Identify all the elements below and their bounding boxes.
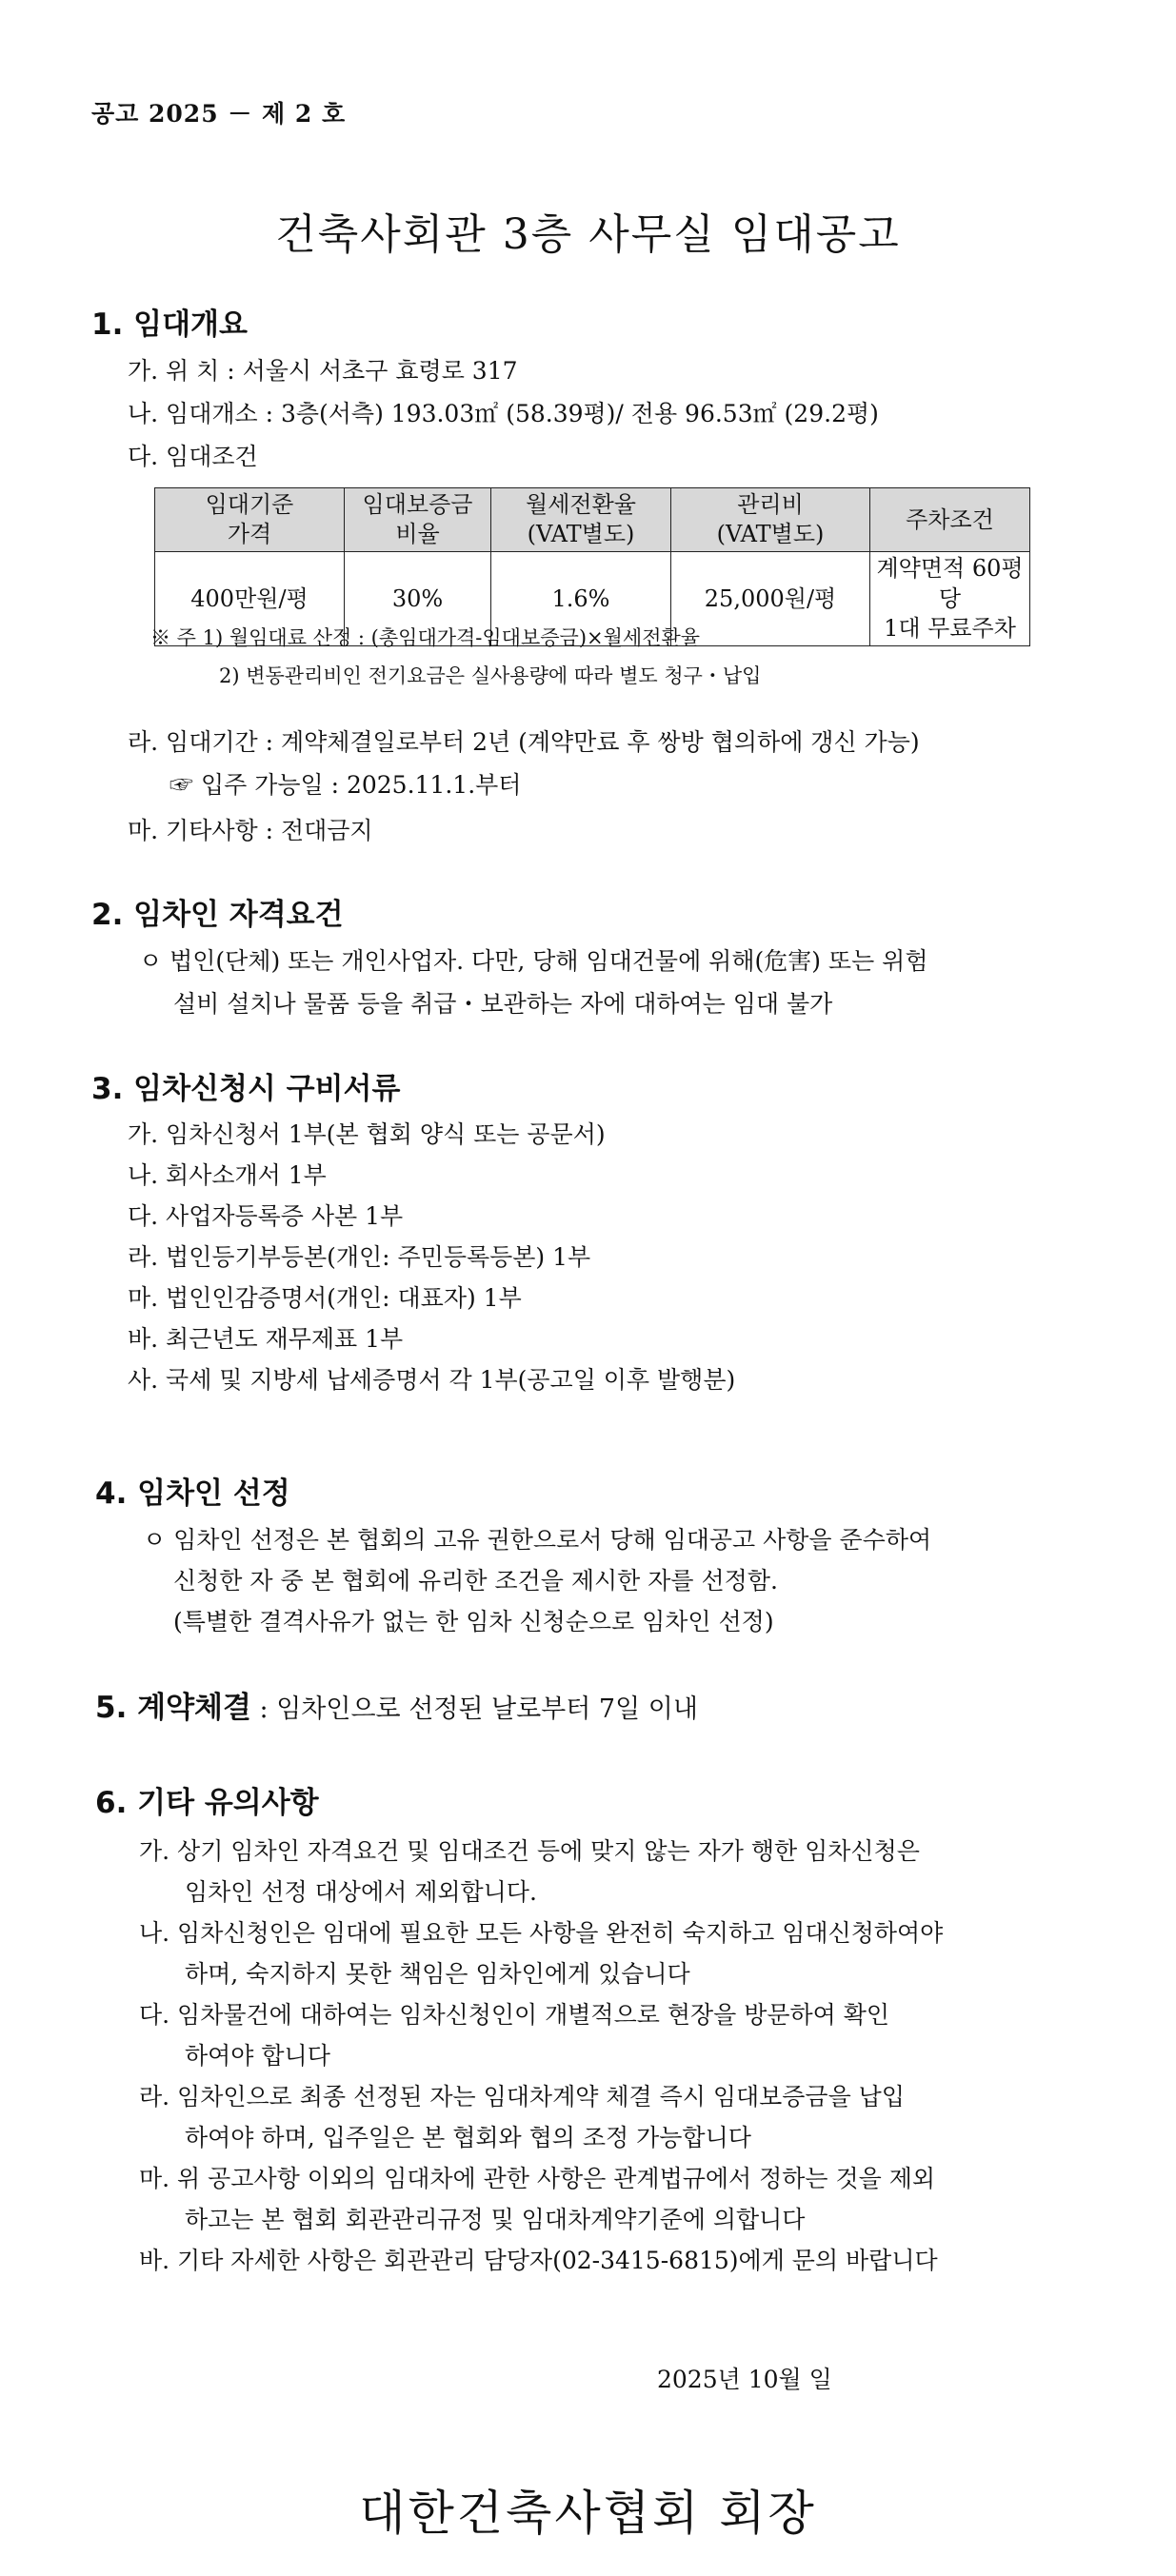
section-2-heading: 2. 임차인 자격요건 bbox=[91, 898, 344, 932]
caution-line: 하여야 합니다 bbox=[185, 2042, 330, 2070]
cell-parking: 계약면적 60평당 1대 무료주차 bbox=[870, 552, 1030, 646]
caution-line: 라. 임차인으로 최종 선정된 자는 임대차계약 체결 즉시 임대보증금을 납입 bbox=[139, 2083, 905, 2110]
caution-line: 가. 상기 임차인 자격요건 및 임대조건 등에 맞지 않는 자가 행한 임차신청은 bbox=[139, 1837, 920, 1865]
document-item: 다. 사업자등록증 사본 1부 bbox=[128, 1202, 404, 1230]
location-line: 가. 위 치 : 서울시 서초구 효령로 317 bbox=[128, 357, 518, 385]
contract-text: : 임차인으로 선정된 날로부터 7일 이내 bbox=[250, 1694, 698, 1724]
caution-line: 하며, 숙지하지 못한 책임은 임차인에게 있습니다 bbox=[185, 1960, 690, 1988]
section-5 bbox=[95, 1683, 698, 1726]
caution-line: 다. 임차물건에 대하여는 임차신청인이 개별적으로 현장을 방문하여 확인 bbox=[139, 2001, 890, 2029]
qualification-line-2: 설비 설치나 물품 등을 취급・보관하는 자에 대하여는 임대 불가 bbox=[173, 990, 833, 1018]
caution-line: 마. 위 공고사항 이외의 임대차에 관한 사항은 관계법규에서 정하는 것을 제외 bbox=[139, 2165, 936, 2192]
cell-maintenance-fee: 25,000원/평 bbox=[671, 552, 870, 646]
section-3-heading: 3. 임차신청시 구비서류 bbox=[91, 1072, 401, 1106]
section-1-heading: 1. 임대개요 bbox=[91, 307, 248, 342]
issuer-signature: 대한건축사협회 회장 bbox=[359, 2486, 817, 2541]
header-parking: 주차조건 bbox=[870, 488, 1030, 552]
notice-date: 2025년 10월 일 bbox=[657, 2366, 832, 2393]
caution-line: 바. 기타 자세한 사항은 회관관리 담당자(02-3415-6815)에게 문의 바랍니다 bbox=[139, 2247, 938, 2274]
cell-base-price: 400만원/평 bbox=[155, 552, 345, 646]
header-deposit-ratio: 임대보증금 비율 bbox=[345, 488, 491, 552]
cell-conversion-rate: 1.6% bbox=[491, 552, 671, 646]
document-item: 사. 국세 및 지방세 납세증명서 각 1부(공고일 이후 발행분) bbox=[128, 1366, 736, 1394]
caution-line: 임차인 선정 대상에서 제외합니다. bbox=[185, 1878, 537, 1906]
header-conversion-rate: 월세전환율 (VAT별도) bbox=[491, 488, 671, 552]
document-item: 나. 회사소개서 1부 bbox=[128, 1161, 327, 1189]
rental-period-line: 라. 임대기간 : 계약체결일로부터 2년 (계약만료 후 쌍방 협의하에 갱신 가능) bbox=[128, 728, 920, 756]
notice-number: 공고 2025 － 제 2 호 bbox=[91, 100, 347, 128]
move-in-date-line: ☞ 입주 가능일 : 2025.11.1.부터 bbox=[169, 771, 522, 799]
table-header-row bbox=[155, 488, 1030, 552]
selection-line-2: 신청한 자 중 본 협회에 유리한 조건을 제시한 자를 선정함. bbox=[173, 1567, 778, 1595]
document-item: 가. 임차신청서 1부(본 협회 양식 또는 공문서) bbox=[128, 1120, 606, 1148]
section-6-heading: 6. 기타 유의사항 bbox=[95, 1786, 319, 1820]
document-item: 마. 법인인감증명서(개인: 대표자) 1부 bbox=[128, 1284, 522, 1312]
document-item: 바. 최근년도 재무제표 1부 bbox=[128, 1325, 404, 1353]
cell-deposit-ratio: 30% bbox=[345, 552, 491, 646]
note-1: ※ 주 1) 월임대료 산정 : (총임대가격-임대보증금)×월세전환율 bbox=[150, 626, 701, 649]
section-4-heading: 4. 임차인 선정 bbox=[95, 1476, 290, 1511]
other-terms-line: 마. 기타사항 : 전대금지 bbox=[128, 817, 373, 844]
note-2: 2) 변동관리비인 전기요금은 실사용량에 따라 별도 청구・납입 bbox=[219, 664, 762, 687]
header-base-price: 임대기준 가격 bbox=[155, 488, 345, 552]
document-title: 건축사회관 3층 사무실 임대공고 bbox=[275, 210, 901, 259]
selection-line-3: (특별한 결격사유가 없는 한 임차 신청순으로 임차인 선정) bbox=[173, 1608, 774, 1635]
document-item: 라. 법인등기부등본(개인: 주민등록등본) 1부 bbox=[128, 1243, 591, 1271]
rental-terms-label: 다. 임대조건 bbox=[128, 443, 258, 470]
qualification-line-1: ㅇ 법인(단체) 또는 개인사업자. 다만, 당해 임대건물에 위해(危害) 또는 위험 bbox=[139, 947, 928, 975]
header-maintenance-fee: 관리비 (VAT별도) bbox=[671, 488, 870, 552]
caution-line: 하여야 하며, 입주일은 본 협회와 협의 조정 가능합니다 bbox=[185, 2124, 751, 2151]
section-5-heading: 5. 계약체결 bbox=[95, 1691, 251, 1725]
caution-line: 나. 임차신청인은 임대에 필요한 모든 사항을 완전히 숙지하고 임대신청하여야 bbox=[139, 1919, 944, 1947]
selection-line-1: ㅇ 임차인 선정은 본 협회의 고유 권한으로서 당해 임대공고 사항을 준수하여 bbox=[143, 1526, 932, 1554]
rental-unit-line: 나. 임대개소 : 3층(서측) 193.03㎡ (58.39평)/ 전용 96.53㎡ (29.2평) bbox=[128, 400, 879, 427]
caution-line: 하고는 본 협회 회관관리규정 및 임대차계약기준에 의합니다 bbox=[185, 2206, 806, 2233]
